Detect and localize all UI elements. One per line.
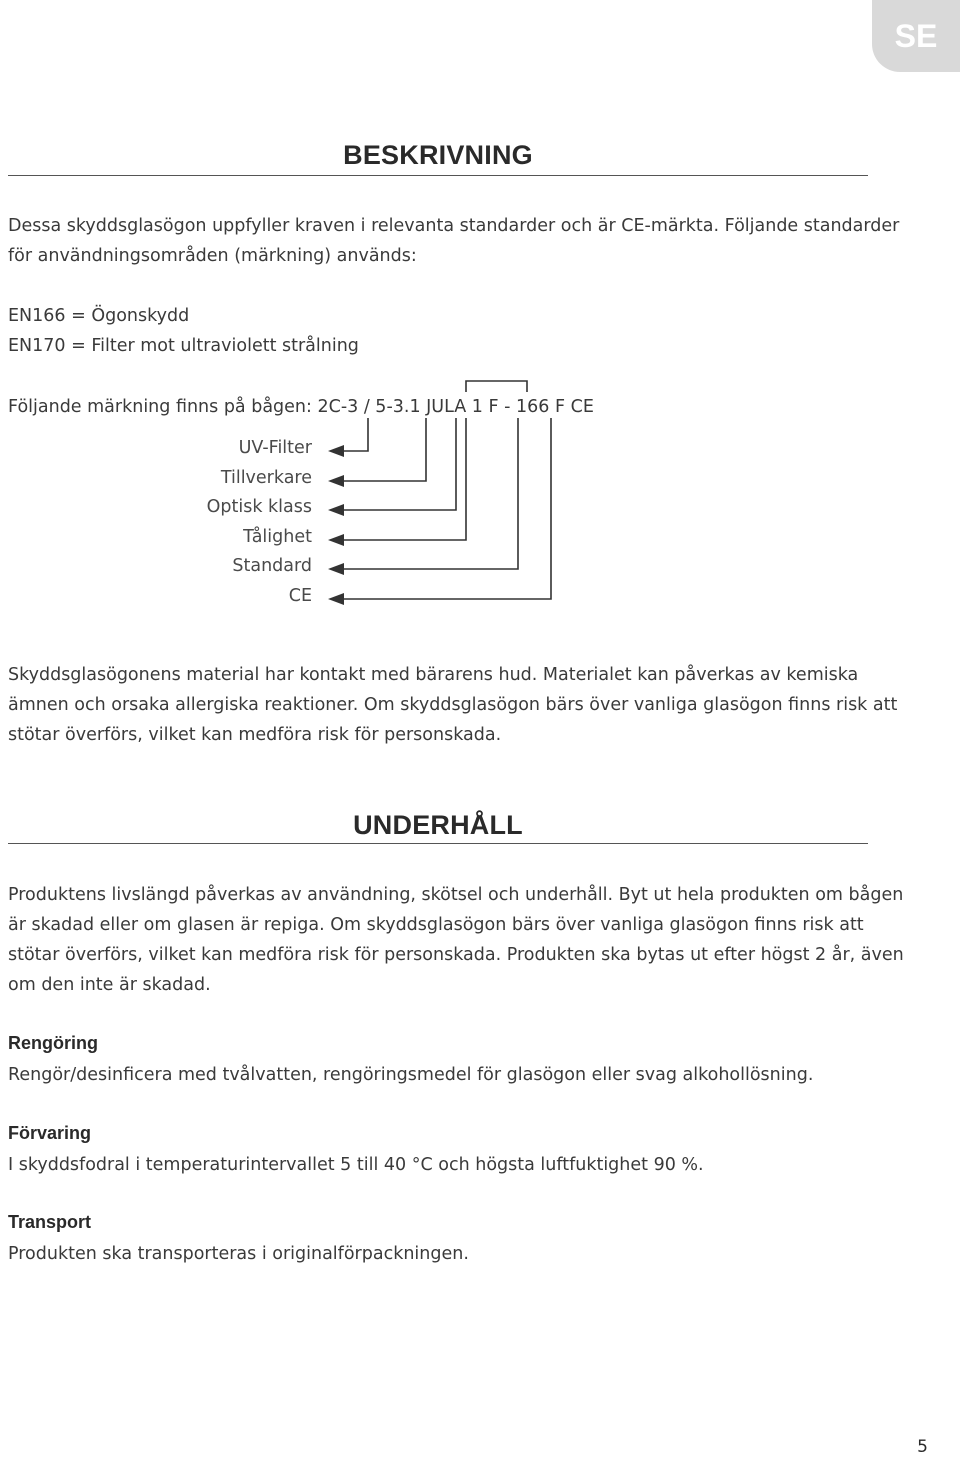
en166-line: EN166 = Ögonskydd — [8, 306, 190, 326]
subheading-rengoring: Rengöring — [8, 1033, 98, 1053]
material-line-3: stötar överförs, vilket kan medföra risk för personskada. — [8, 725, 502, 745]
en170-line: EN170 = Filter mot ultraviolett strålning — [8, 336, 359, 356]
underhall-line-4: om den inte är skadad. — [8, 975, 211, 995]
underhall-line-3: stötar överförs, vilket kan medföra risk för personskada. Produkten ska bytas ut efter högst 2 år, även — [8, 945, 904, 965]
intro-line-1: Dessa skyddsglasögon uppfyller kraven i relevanta standarder och är CE-märkta. Följande standarder — [8, 216, 900, 236]
arrowhead — [328, 534, 344, 546]
marking-prefix: Följande märkning finns på bågen: — [8, 397, 318, 417]
heading-rule — [8, 843, 868, 844]
section-heading-beskrivning: BESKRIVNING — [343, 140, 533, 170]
label-tillverkare: Tillverkare — [220, 468, 312, 488]
label-talighet: Tålighet — [243, 527, 312, 547]
label-standard: Standard — [232, 556, 312, 576]
underhall-line-2: är skadad eller om glasen är repiga. Om skyddsglasögon bärs över vanliga glasögon finns risk att — [8, 915, 864, 935]
intro-line-2: för användningsområden (märkning) används: — [8, 246, 417, 266]
connector-lines — [0, 0, 960, 640]
arrowhead — [328, 475, 344, 487]
bracket-line — [466, 381, 527, 392]
connector-standard — [332, 418, 518, 569]
transport-text: Produkten ska transporteras i originalförpackningen. — [8, 1244, 469, 1264]
language-code: SE — [894, 17, 938, 54]
page-number: 5 — [917, 1437, 928, 1457]
label-ce: CE — [288, 586, 312, 606]
connector-uv-filter — [332, 418, 368, 451]
material-line-2: ämnen och orsaka allergiska reaktioner. Om skyddsglasögon bärs över vanliga glasögon finns risk att — [8, 695, 898, 715]
arrowhead — [328, 504, 344, 516]
connector-talighet — [332, 418, 466, 540]
subheading-transport: Transport — [8, 1212, 92, 1232]
arrowhead — [328, 563, 344, 575]
marking-code: 2C-3 / 5-3.1 JULA 1 F - 166 F CE — [317, 397, 594, 417]
connector-tillverkare — [332, 418, 426, 481]
section-heading-underhall: UNDERHÅLL — [353, 810, 523, 840]
underhall-line-1: Produktens livslängd påverkas av användning, skötsel och underhåll. Byt ut hela produkten om bågen — [8, 885, 904, 905]
label-optisk-klass: Optisk klass — [206, 497, 312, 517]
rengoring-text: Rengör/desinficera med tvålvatten, rengöringsmedel för glasögon eller svag alkohollösning. — [8, 1065, 814, 1085]
arrowhead — [328, 445, 344, 457]
label-uv-filter: UV-Filter — [238, 438, 312, 458]
arrowhead — [328, 593, 344, 605]
material-line-1: Skyddsglasögonens material har kontakt med bärarens hud. Materialet kan påverkas av kemiska — [8, 665, 859, 685]
connector-optisk-klass — [332, 418, 456, 510]
forvaring-text: I skyddsfodral i temperaturintervallet 5 till 40 °C och högsta luftfuktighet 90 %. — [8, 1155, 704, 1175]
subheading-forvaring: Förvaring — [8, 1123, 92, 1143]
